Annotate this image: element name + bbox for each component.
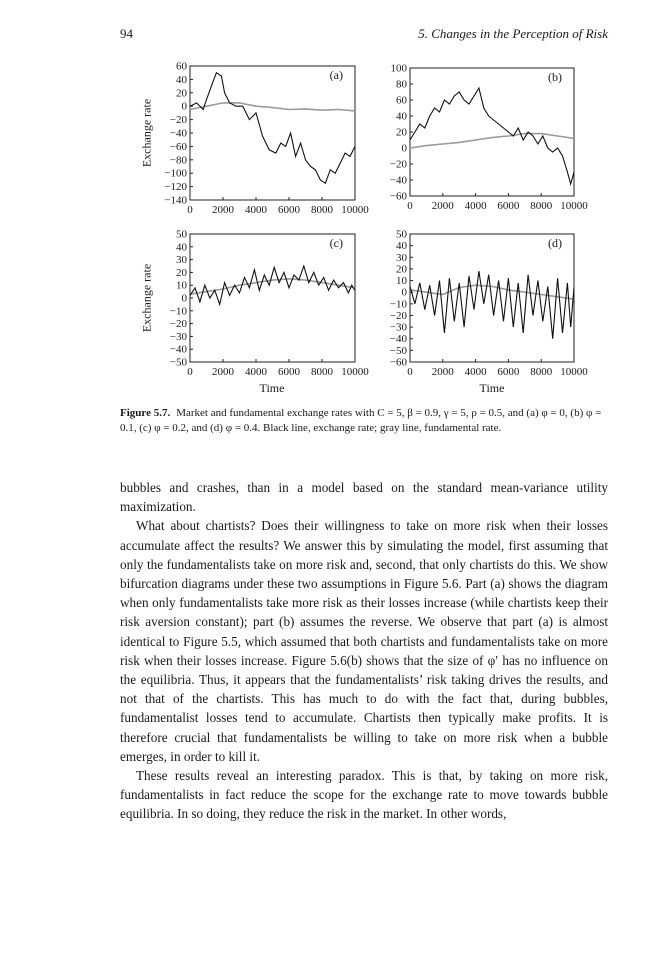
x-tick-label: 10000: [560, 200, 588, 212]
y-tick-label: −80: [169, 154, 187, 167]
paragraph-2: What about chartists? Does their willingness to take on more risk when their losses accumulate affect the results? We answer this by simulating the model, first assuming that only the fundamentalists take on more risk and, second, that only chartists do this. We show bifurcation diagrams under these two assumptions in Figure 5.6. Part (a) shows the diagram when only fundamentalists take more risk as their losses increase (while chartists keep their risk aversion constant); part (b) assumes the reverse. We observe that part (a) is almost identical to Figure 5.5, which assumed that both chartists and fundamentalists take on more risk when their losses increase. Figure 5.6(b) shows that the size of φ′ has no influence on the equilibria. Thus, it appears that the fundamentalists’ risk taking drives the results, and not that of the chartists. This has much to do with the fact that, during bubbles, fundamentalist losses tend to accumulate. Chartists then typically make profits. It is therefore crucial that fundamentalists be willing to take on more risk when a bubble emerges, in order to kill it.: [120, 518, 608, 764]
x-tick-label: 10000: [341, 366, 369, 378]
y-tick-label: −140: [164, 194, 187, 207]
y-tick-label: −20: [389, 309, 407, 322]
y-tick-label: 30: [396, 251, 407, 264]
y-tick-label: −60: [389, 356, 407, 369]
y-tick-label: −40: [389, 174, 407, 187]
x-tick-label: 2000: [431, 200, 454, 212]
chart-panel-a: [164, 60, 369, 216]
y-axis-label-top: Exchange rate: [139, 98, 154, 167]
y-tick-label: 80: [396, 78, 407, 91]
y-tick-label: −60: [389, 190, 407, 203]
y-tick-label: 10: [396, 275, 407, 288]
plot-frame: [410, 68, 574, 196]
y-tick-label: 40: [396, 110, 407, 123]
y-tick-label: −20: [389, 158, 407, 171]
plot-frame: [190, 234, 355, 362]
x-axis-label-d: Time: [479, 381, 505, 395]
y-tick-label: −20: [169, 114, 187, 127]
y-tick-label: −10: [169, 305, 187, 318]
y-tick-label: 30: [176, 254, 187, 267]
x-tick-label: 4000: [464, 366, 487, 378]
panel-label: (d): [548, 236, 562, 250]
exchange-rate-line: [410, 271, 574, 339]
y-tick-label: 20: [176, 266, 187, 279]
y-tick-label: 20: [396, 263, 407, 276]
body-text: [120, 478, 608, 824]
panel-label: (b): [548, 70, 562, 84]
y-tick-label: −30: [169, 330, 187, 343]
x-axis-label-c: Time: [259, 381, 285, 395]
y-tick-label: 0: [401, 142, 407, 155]
y-tick-label: 40: [396, 240, 407, 253]
exchange-rate-line: [190, 266, 355, 304]
y-tick-label: −40: [169, 343, 187, 356]
y-tick-label: −50: [389, 344, 407, 357]
running-head: 5. Changes in the Perception of Risk: [418, 26, 608, 41]
caption-text: Market and fundamental exchange rates with C = 5, β = 0.9, γ = 5, ρ = 0.5, and (a) φ = 0, (b) φ = 0.1, (c) φ = 0.2, and (d) φ = 0.4. Black line, exchange rate; gray line, fundamental rate.: [120, 407, 602, 434]
y-tick-label: −40: [389, 333, 407, 346]
fundamental-rate-line: [190, 103, 355, 111]
x-tick-label: 4000: [464, 200, 487, 212]
x-tick-label: 8000: [311, 366, 333, 378]
y-tick-label: 0: [401, 286, 407, 299]
y-tick-label: −40: [169, 127, 187, 140]
page-header: [120, 26, 608, 46]
x-tick-label: 2000: [212, 204, 234, 216]
y-tick-label: 50: [176, 228, 187, 241]
panel-label: (a): [329, 68, 343, 82]
y-tick-label: 0: [181, 292, 187, 305]
x-tick-label: 4000: [245, 366, 267, 378]
y-tick-label: 50: [396, 228, 407, 241]
panel-label: (c): [329, 236, 343, 250]
caption-label: Figure 5.7.: [120, 407, 171, 419]
exchange-rate-line: [410, 88, 574, 184]
y-tick-label: 0: [181, 100, 187, 113]
exchange-rate-line: [190, 73, 355, 184]
y-tick-label: −120: [164, 181, 187, 194]
y-tick-label: −100: [164, 167, 187, 180]
x-tick-label: 8000: [530, 366, 553, 378]
page-number: 94: [120, 26, 133, 41]
chart-panel-d: [389, 228, 588, 378]
paragraph-3: These results reveal an interesting paradox. This is that, by taking on more risk, fundamentalists in fact reduce the scope for the exchange rate to move towards bubble equilibria. In so doing, they reduce the risk in the market. In other words,: [120, 768, 608, 822]
x-tick-label: 0: [187, 366, 193, 378]
x-tick-label: 6000: [497, 200, 520, 212]
fundamental-rate-line: [410, 285, 574, 299]
x-tick-label: 0: [407, 200, 413, 212]
y-tick-label: −60: [169, 140, 187, 153]
x-tick-label: 6000: [497, 366, 520, 378]
y-tick-label: 60: [396, 94, 407, 107]
x-tick-label: 2000: [431, 366, 454, 378]
chart-panel-c: [169, 228, 369, 378]
x-tick-label: 8000: [311, 204, 333, 216]
y-tick-label: −20: [169, 318, 187, 331]
x-tick-label: 4000: [245, 204, 267, 216]
x-tick-label: 2000: [212, 366, 234, 378]
x-tick-label: 6000: [278, 366, 300, 378]
y-tick-label: 40: [176, 241, 187, 254]
y-axis-label-bottom: Exchange rate: [139, 263, 154, 333]
chart-panel-b: [389, 62, 588, 212]
x-tick-label: 0: [407, 366, 413, 378]
y-tick-label: −30: [389, 321, 407, 334]
y-tick-label: 20: [176, 87, 187, 100]
plot-frame: [190, 66, 355, 200]
x-tick-label: 0: [187, 204, 193, 216]
y-tick-label: 100: [390, 62, 407, 75]
x-tick-label: 10000: [560, 366, 588, 378]
x-tick-label: 10000: [341, 204, 369, 216]
x-tick-label: 6000: [278, 204, 300, 216]
y-tick-label: −10: [389, 298, 407, 311]
y-tick-label: 20: [396, 126, 407, 139]
y-tick-label: −50: [169, 356, 187, 369]
paragraph-1: bubbles and crashes, than in a model based on the standard mean-variance utility maximization.: [120, 480, 608, 515]
figure-caption: [120, 406, 610, 436]
y-tick-label: 10: [176, 279, 187, 292]
fundamental-rate-line: [410, 134, 574, 148]
x-tick-label: 8000: [530, 200, 553, 212]
y-tick-label: 40: [176, 73, 187, 86]
y-tick-label: 60: [176, 60, 187, 73]
